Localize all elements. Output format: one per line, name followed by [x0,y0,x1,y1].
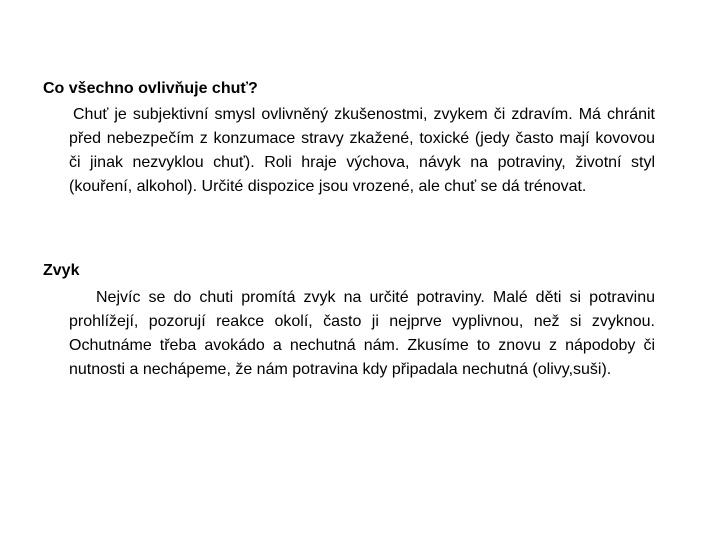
section-heading-habit: Zvyk [43,262,80,279]
section-heading-taste-influences: Co všechno ovlivňuje chuť? [43,80,258,97]
section-paragraph-habit: Nejvíc se do chuti promítá zvyk na určité potraviny. Malé děti si potravinu prohlížejí, pozorují reakce okolí, často ji nejprve vyplivnou, než si zvyknou. Ochutnáme třeba avokádo a nechutná nám. Zkusíme to znovu z nápodoby či nutnosti a nechápeme, že nám potravina kdy připadala nechutná (olivy,suši). [69,289,655,378]
section-paragraph-taste-influences: Chuť je subjektivní smysl ovlivněný zkušenostmi, zvykem či zdravím. Má chránit před nebezpečím z konzumace stravy zkažené, toxické (jedy často mají kovovou či jinak nezvyklou chuť). Roli hraje výchova, návyk na potraviny, životní styl (kouření, alkohol). Určité dispozice jsou vrozené, ale chuť se dá trénovat. [69,106,655,195]
